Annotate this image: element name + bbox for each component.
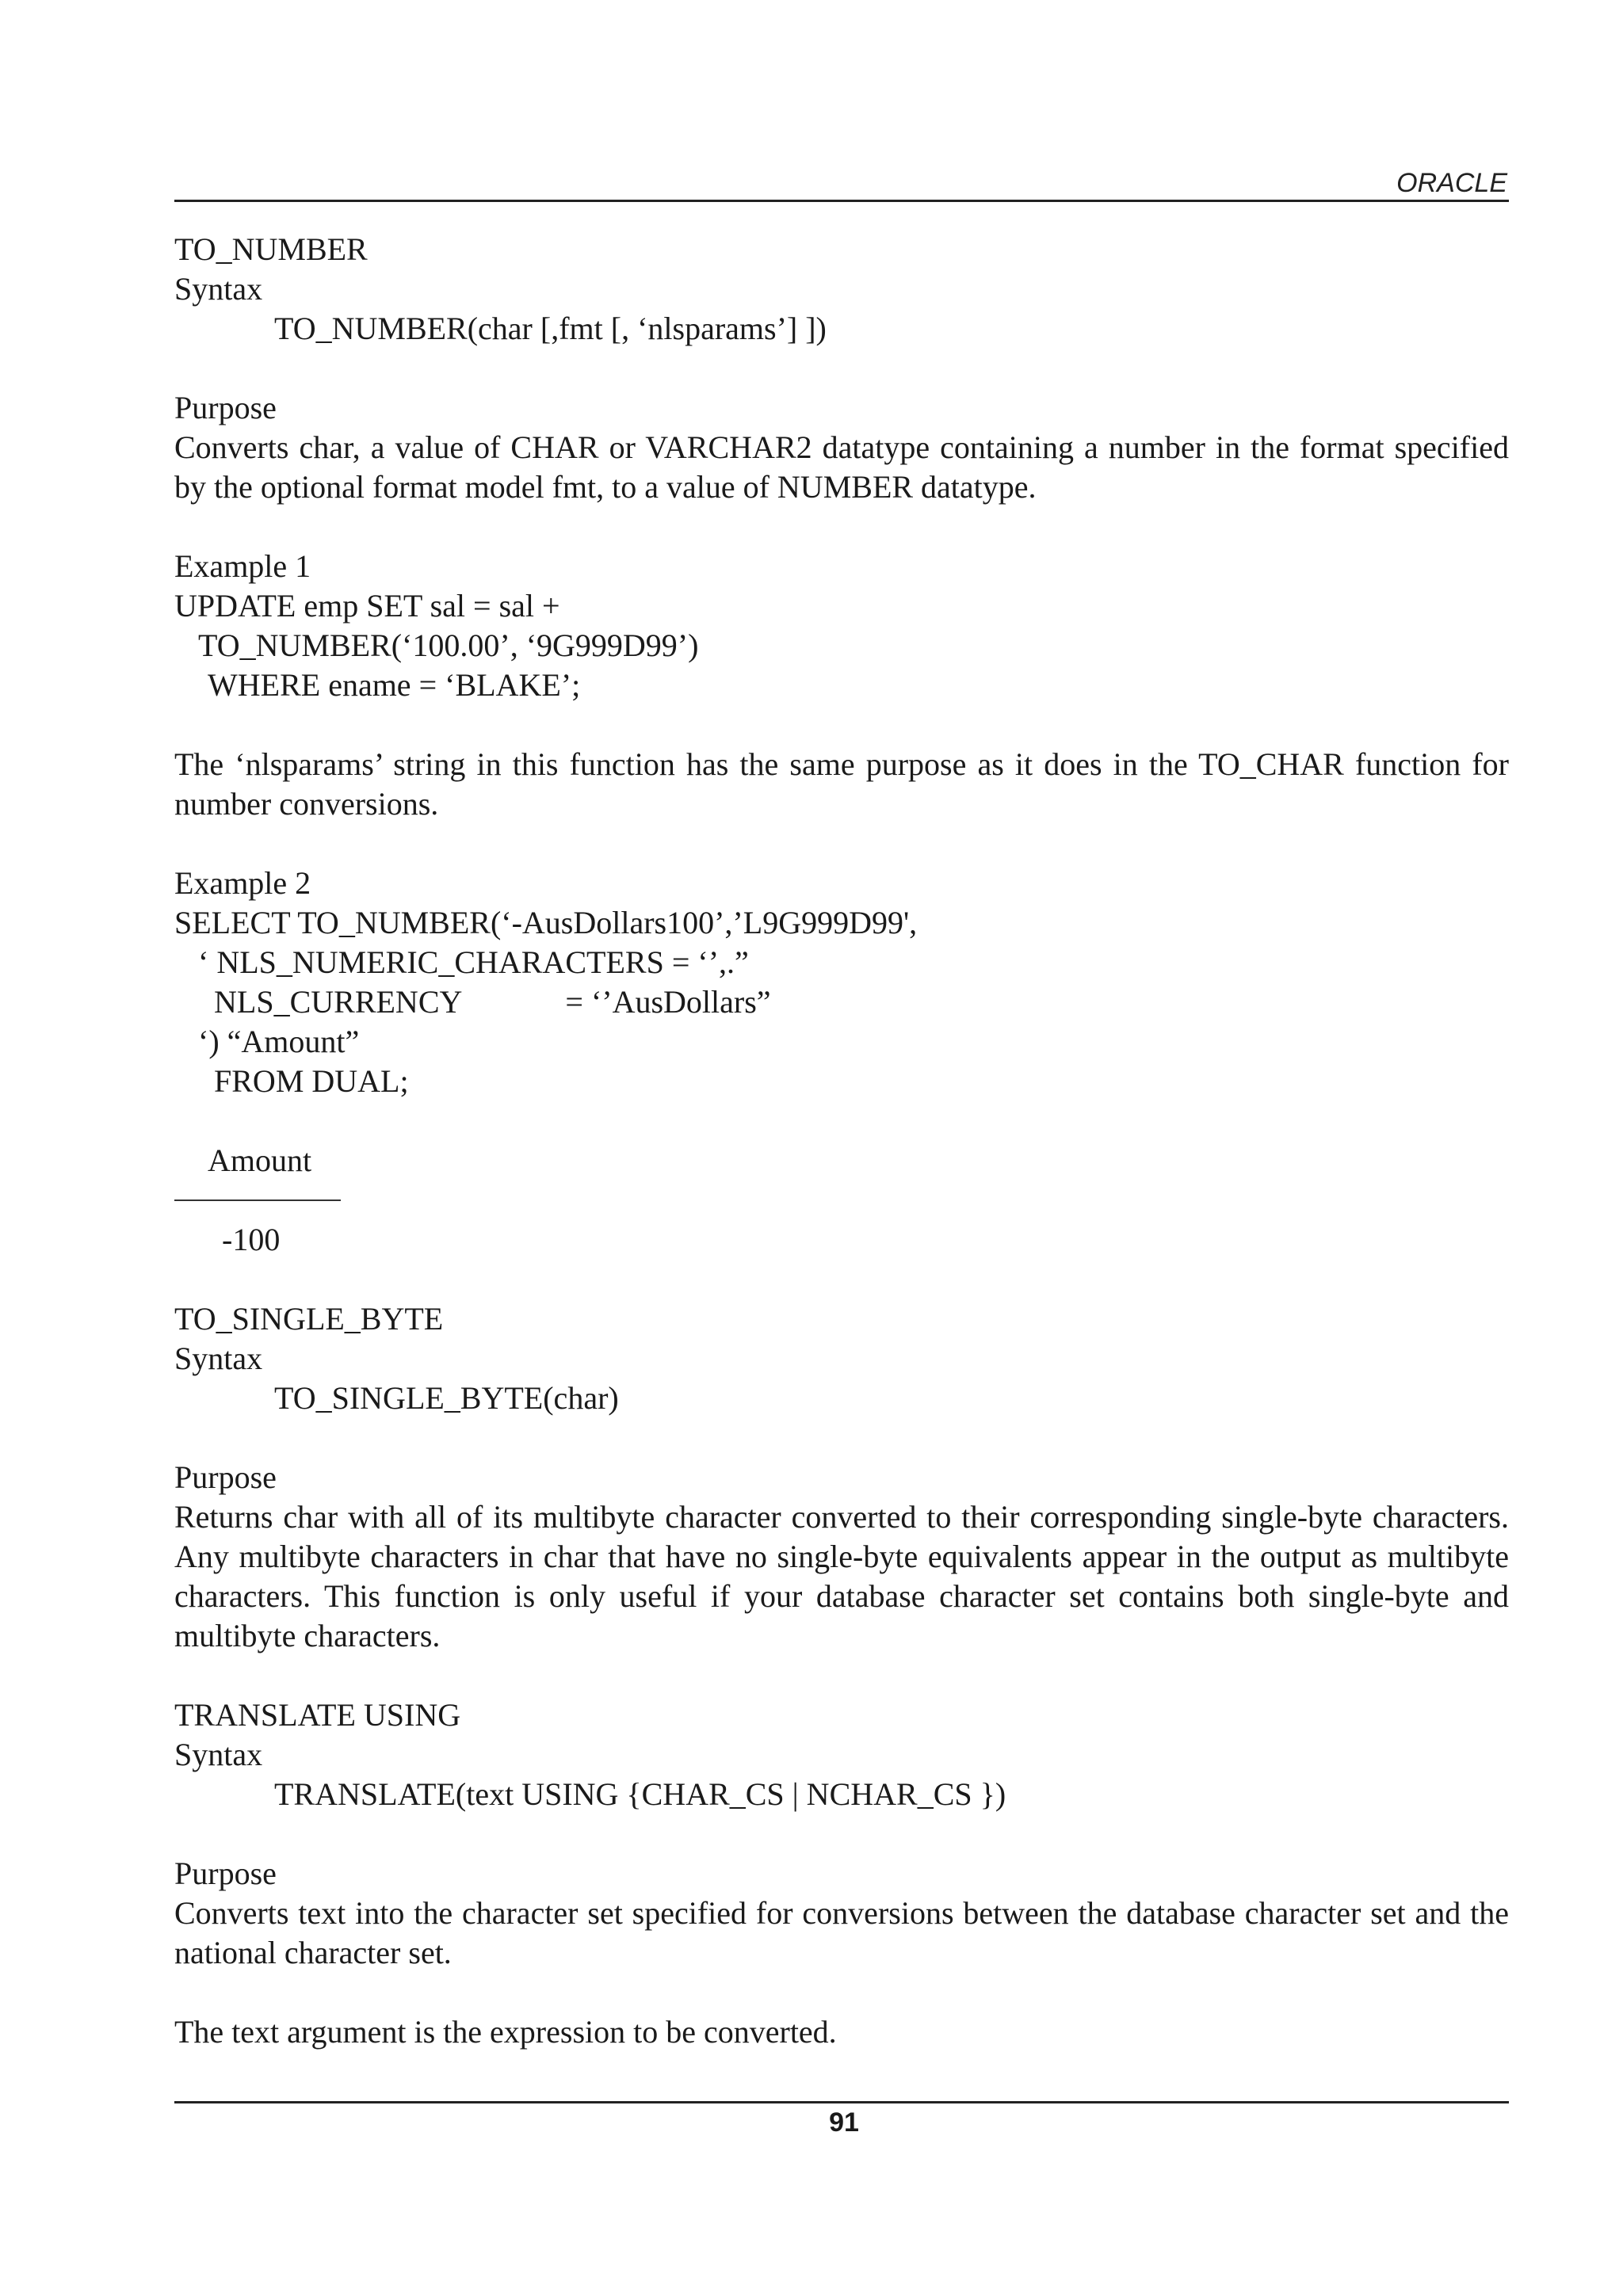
syntax-to-single-byte: TO_SINGLE_BYTE(char) <box>274 1380 619 1416</box>
example1-line-1: UPDATE emp SET sal = sal + <box>174 588 560 624</box>
page-number: 91 <box>829 2107 859 2138</box>
footer-rule <box>174 2101 1509 2103</box>
purpose-label: Purpose <box>174 390 277 425</box>
example1-label: Example 1 <box>174 548 311 584</box>
example2-line-5: FROM DUAL; <box>214 1063 409 1099</box>
running-header: ORACLE <box>1396 168 1507 198</box>
section-title-to-number: TO_NUMBER <box>174 231 368 267</box>
syntax-to-number: TO_NUMBER(char [,fmt [, ‘nlsparams’] ]) <box>274 311 827 346</box>
section-title-translate-using: TRANSLATE USING <box>174 1697 461 1733</box>
result-column-header: Amount <box>208 1142 312 1178</box>
purpose-label: Purpose <box>174 1459 277 1495</box>
nls-currency-value: = ‘’AusDollars” <box>565 984 771 1020</box>
example2-line-2: ‘ NLS_NUMERIC_CHARACTERS = ‘’,.” <box>198 944 749 980</box>
example1-line-3: WHERE ename = ‘BLAKE’; <box>208 667 581 703</box>
purpose-label: Purpose <box>174 1855 277 1891</box>
syntax-label: Syntax <box>174 1737 263 1772</box>
purpose-translate-using: Converts text into the character set specified for conversions between the database character set and the national character set. <box>174 1895 1509 1970</box>
purpose-to-number: Converts char, a value of CHAR or VARCHAR2 datatype containing a number in the format specified by the optional format model fmt, to a value of NUMBER datatype. <box>174 429 1509 505</box>
page-body <box>174 230 1509 2052</box>
nlsparams-note: The ‘nlsparams’ string in this function has the same purpose as it does in the TO_CHAR function for number conversions. <box>174 746 1509 822</box>
example2-line-4: ‘) “Amount” <box>198 1024 360 1059</box>
section-title-to-single-byte: TO_SINGLE_BYTE <box>174 1301 444 1337</box>
header-rule <box>174 200 1509 202</box>
example2-line-3 <box>174 982 1509 1022</box>
syntax-translate-using: TRANSLATE(text USING {CHAR_CS | NCHAR_CS }) <box>274 1776 1006 1812</box>
text-argument-note: The text argument is the expression to be converted. <box>174 2014 837 2050</box>
example2-line-1: SELECT TO_NUMBER(‘-AusDollars100’,’L9G999D99', <box>174 905 918 940</box>
nls-currency-keyword: NLS_CURRENCY <box>214 984 463 1020</box>
result-underline <box>174 1199 341 1201</box>
example2-label: Example 2 <box>174 865 311 901</box>
example1-line-2: TO_NUMBER(‘100.00’, ‘9G999D99’) <box>198 627 699 663</box>
result-value: -100 <box>222 1222 281 1257</box>
syntax-label: Syntax <box>174 1341 263 1376</box>
purpose-to-single-byte: Returns char with all of its multibyte character converted to their corresponding single-byte characters. Any multibyte characters in char that have no single-byte equivalents appear in the output as multibyte characters. This function is only useful if your database character set contains both single-byte and multibyte characters. <box>174 1499 1509 1653</box>
syntax-label: Syntax <box>174 271 263 307</box>
